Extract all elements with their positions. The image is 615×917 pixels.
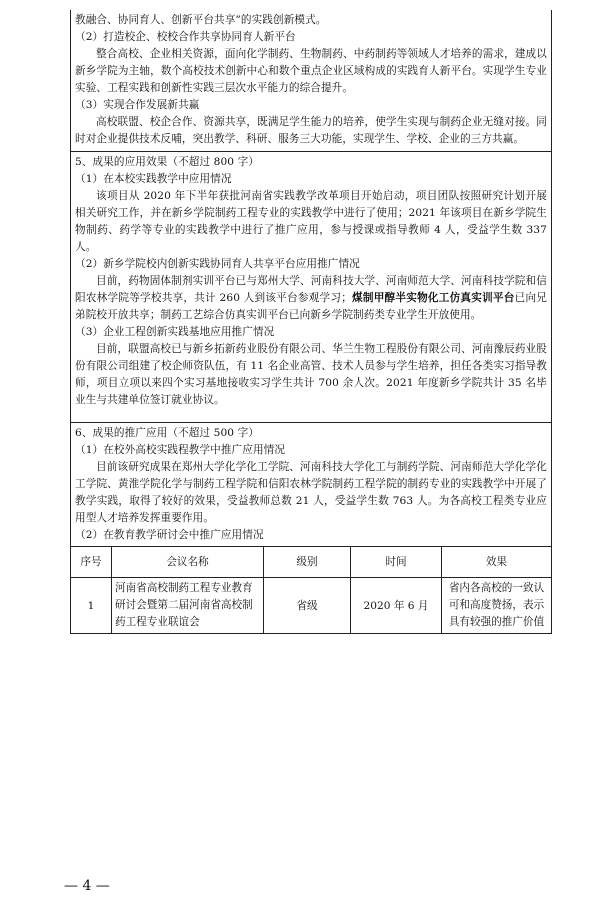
section5-sub3: （3）企业工程创新实践基地应用推广情况 bbox=[75, 326, 275, 338]
section6-sub1-paragraph: 目前该研究成果在郑州大学化学化工学院、河南科技大学化工与制药学院、河南师范大学化学化工学院、黄淮学院化学与制药工程学院和信阳农林学院制药工程学院的制药专业的实践教学中开展了教学实践，取得了较好的效果，受益教师总数 21 人，受益学生数 763 人。为各高校工程类专业应用型人才培养发挥重要作用。 bbox=[75, 461, 547, 524]
paragraph-platform: 整合高校、企业相关资源，面向化学制药、生物制药、中药制药等领域人才培养的需求，建成以新乡学院为主轴，数个高校技术创新中心和数个重点企业区域构成的实践育人新平台。实现学生专业实验、工程实践和创新性实践三层次水平能力的综合提升。 bbox=[75, 48, 547, 94]
header-time: 时间 bbox=[351, 547, 442, 578]
section-application-effect bbox=[71, 151, 551, 422]
header-number: 序号 bbox=[71, 547, 112, 578]
section5-sub2-text-a: 目前，药物固体制剂实训平台已与郑州大学、河南科技大学、河南师范大学、河南科技学院和信阳农林学院等学校共享，共计 260 人到该平台参观学习； bbox=[75, 275, 547, 304]
table-row bbox=[71, 578, 551, 634]
cell-level: 省级 bbox=[264, 578, 351, 634]
section-innovation-mode bbox=[71, 10, 551, 151]
section5-sub2-paragraph bbox=[75, 273, 547, 324]
cell-effect bbox=[442, 578, 552, 634]
section5-spacer bbox=[75, 409, 547, 419]
table-header-row bbox=[71, 547, 551, 578]
section5-sub3-paragraph: 目前，联盟高校已与新乡拓新药业股份有限公司、华兰生物工程股份有限公司、河南豫辰药业股份有限公司组建了校企师资队伍，有 11 名企业高管、技术人员参与学生培养，担任各类实习指导教师，项目立项以来四个实习基地接收实习学生共计 700 余人次。2021 年度新乡学院共计 35 名毕业生与共建单位签订就业协议。 bbox=[75, 343, 547, 406]
cell-conference-name bbox=[112, 578, 264, 634]
section6-title: 6、成果的推广应用（不超过 500 字） bbox=[75, 427, 260, 439]
header-conference-name: 会议名称 bbox=[112, 547, 264, 578]
conference-table bbox=[71, 546, 551, 633]
header-effect: 效果 bbox=[442, 547, 552, 578]
page-number: — 4 — bbox=[64, 878, 110, 894]
section-promotion bbox=[71, 422, 551, 633]
subheading-platform: （2）打造校企、校校合作共享协同育人新平台 bbox=[75, 31, 296, 43]
section6-sub1: （1）在校外高校实践程教学中推广应用情况 bbox=[75, 444, 286, 456]
section5-sub2-text-b: 已向兄弟院校开放共享；制药工艺综合仿真实训平台已向新乡学院制药类专业学生开放使用。 bbox=[75, 292, 547, 321]
cell-effect-text: 省内各高校的一致认可和高度赞扬，表示具有较强的推广价值 bbox=[448, 582, 545, 628]
section5-sub1: （1）在本校实践教学中应用情况 bbox=[75, 173, 232, 185]
section5-sub1-paragraph: 该项目从 2020 年下半年获批河南省实践教学改革项目开始启动，项目团队按照研究计划开展相关研究工作，并在新乡学院制药工程专业的实践教学中进行了使用；2021 年该项目在新乡学院生物制药、药学等专业的实践教学中进行了推广应用，参与授课或指导教师 4 人，受益学生数 337 人。 bbox=[75, 190, 547, 253]
continuation-line: 教融合、协同育人、创新平台共享”的实践创新模式。 bbox=[75, 14, 327, 26]
cell-number: 1 bbox=[71, 578, 112, 634]
content-frame bbox=[70, 10, 552, 634]
section5-sub2-bold-platform: 煤制甲醇半实物化工仿真实训平台 bbox=[351, 292, 515, 304]
paragraph-win-win: 高校联盟、校企合作、资源共享，既满足学生能力的培养，使学生实现与制药企业无缝对接。同时对企业提供技术反哺，突出教学、科研、服务三大功能，实现学生、学校、企业的三方共赢。 bbox=[75, 116, 547, 145]
section6-sub2: （2）在教育教学研讨会中推广应用情况 bbox=[75, 529, 264, 541]
section5-title: 5、成果的应用效果（不超过 800 字） bbox=[75, 156, 260, 168]
subheading-win-win: （3）实现合作发展新共赢 bbox=[75, 99, 200, 111]
section5-sub2: （2）新乡学院校内创新实践协同育人共享平台应用推广情况 bbox=[75, 258, 360, 270]
cell-conference-name-text: 河南省高校制药工程专业教育研讨会暨第二届河南省高校制药工程专业联谊会 bbox=[115, 582, 253, 628]
cell-time: 2020 年 6 月 bbox=[351, 578, 442, 634]
header-level: 级别 bbox=[264, 547, 351, 578]
